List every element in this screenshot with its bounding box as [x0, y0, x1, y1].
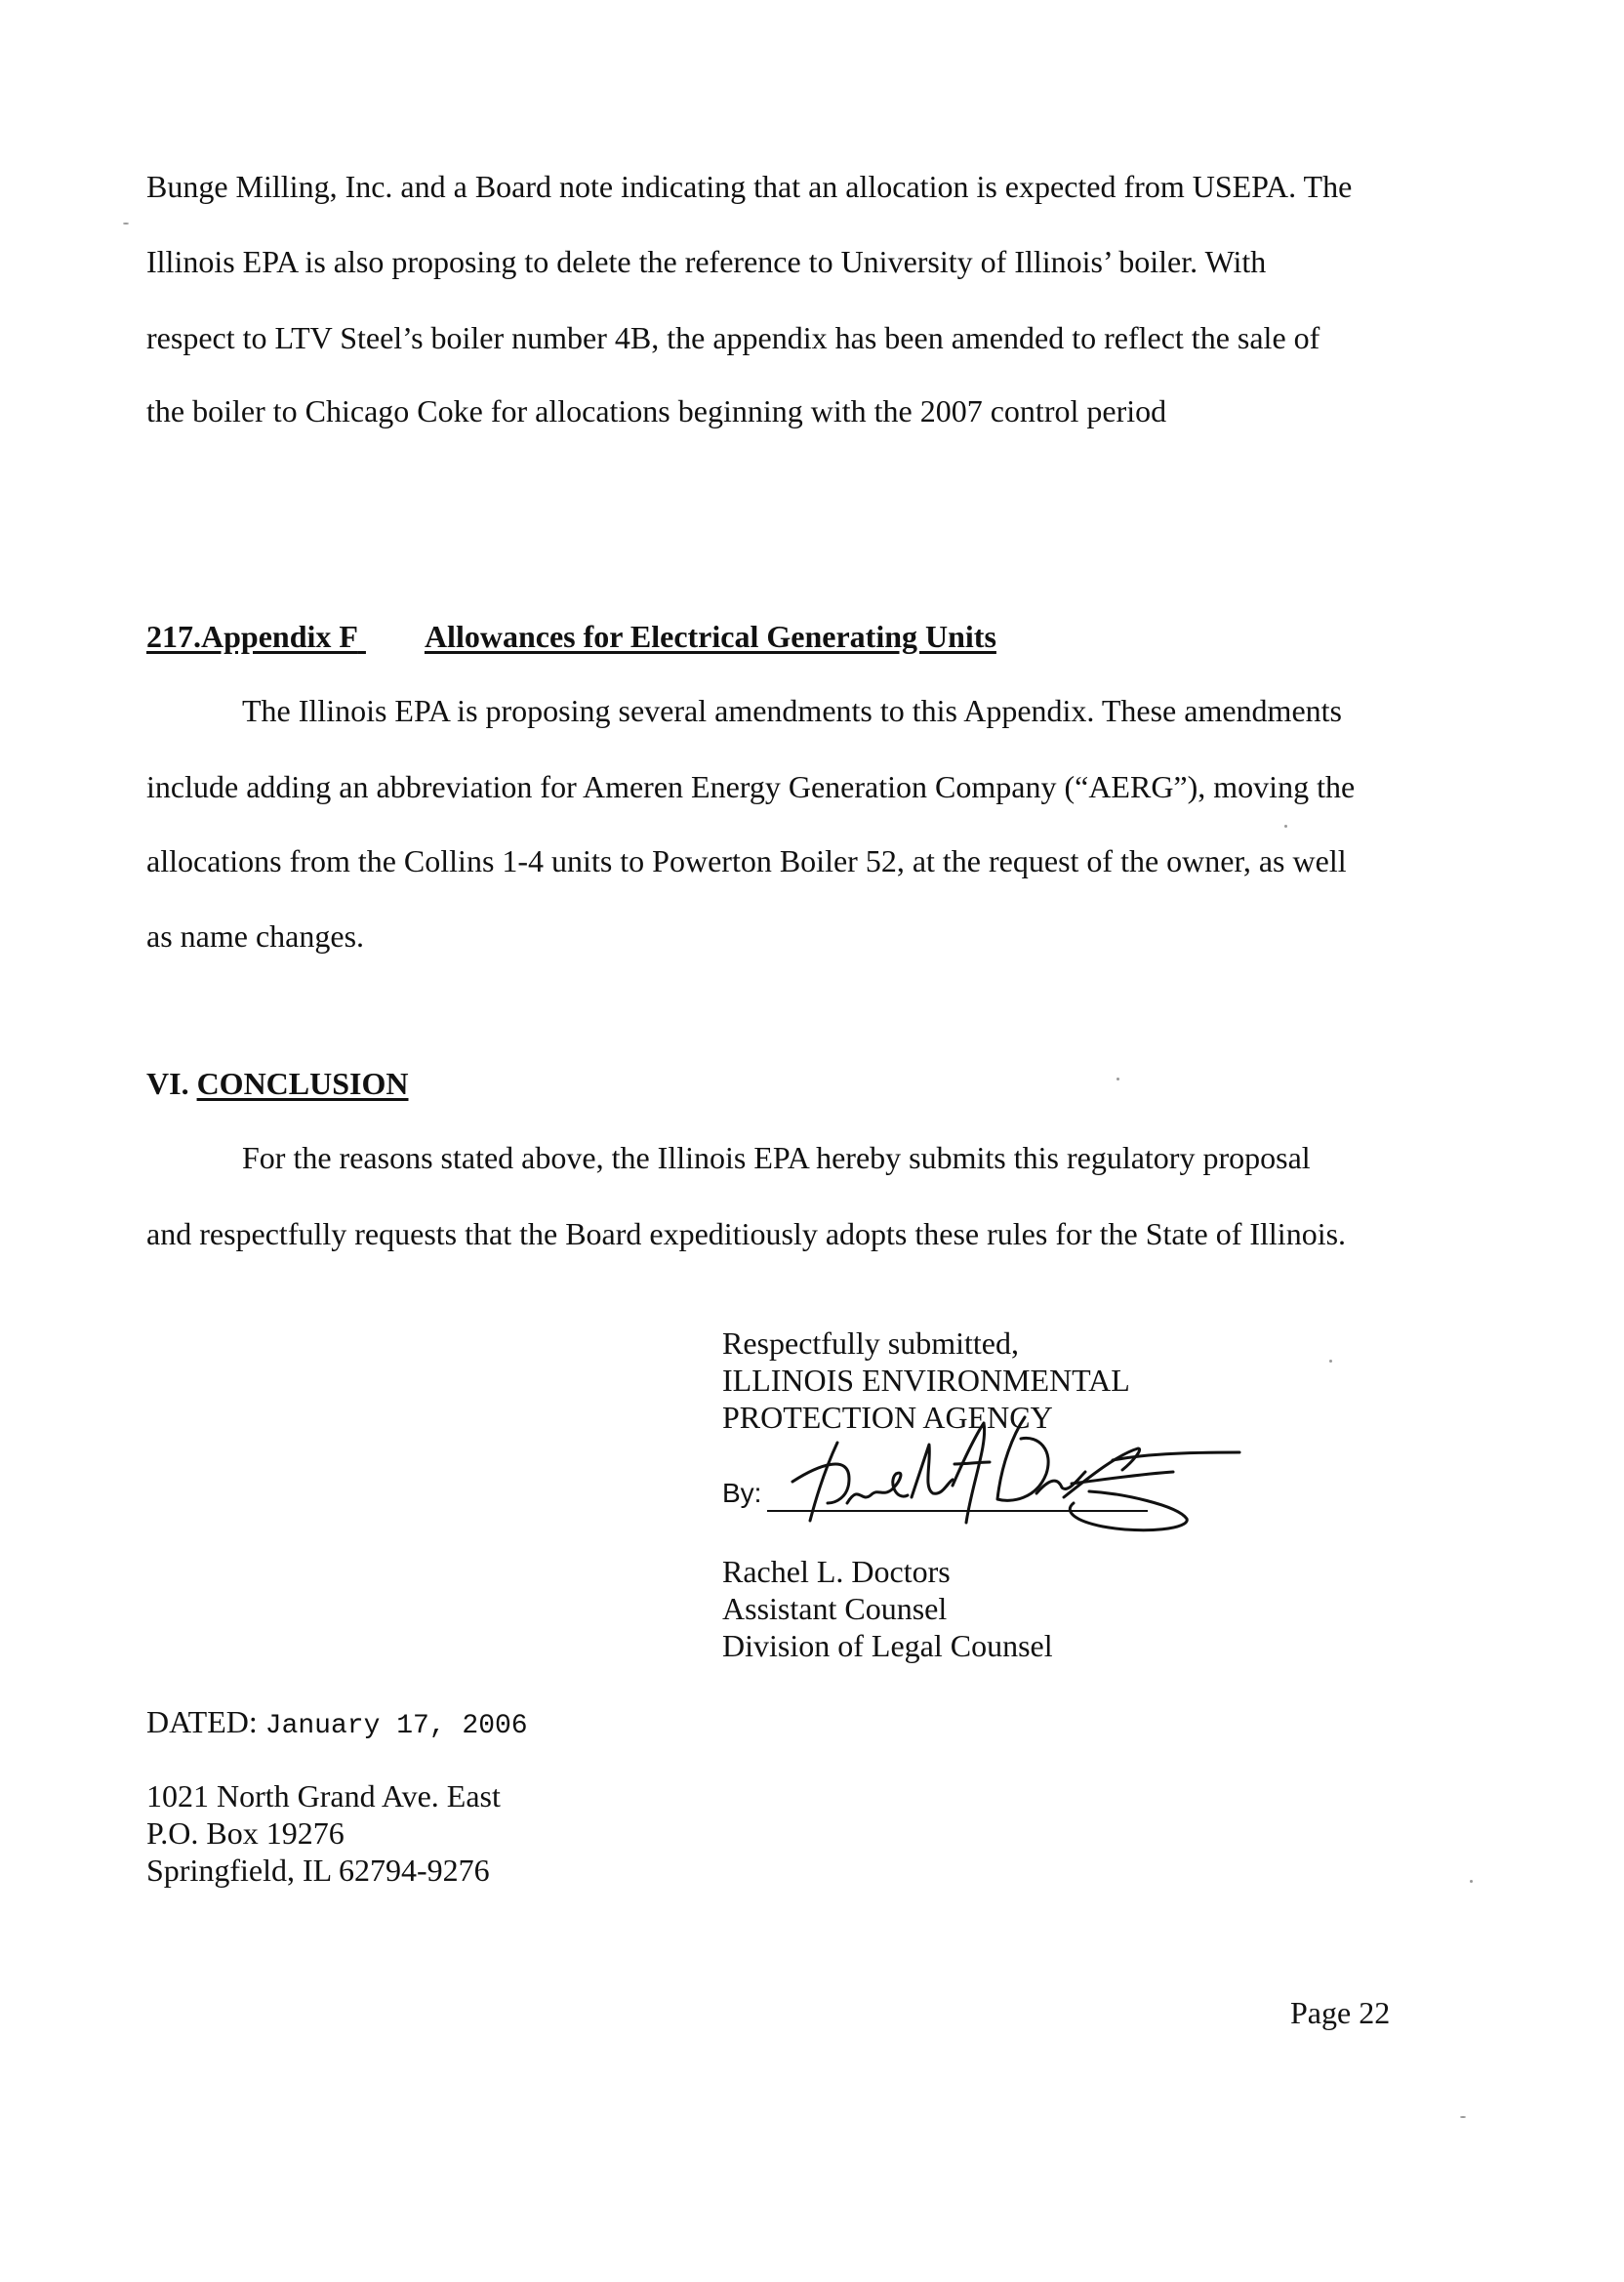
section-number: VI.	[146, 1066, 189, 1101]
address-line2: P.O. Box 19276	[146, 1815, 345, 1851]
scan-speck	[123, 223, 129, 224]
body-text-line: respect to LTV Steel’s boiler number 4B, the appendix has been amended to reflect the sale of	[146, 320, 1320, 355]
signer-role: Assistant Counsel	[722, 1591, 948, 1626]
body-text-line: For the reasons stated above, the Illinois EPA hereby submits this regulatory proposal	[242, 1140, 1311, 1175]
signature-agency-line1: ILLINOIS ENVIRONMENTAL	[722, 1363, 1130, 1398]
section-heading-conclusion	[146, 1068, 408, 1099]
signer-name: Rachel L. Doctors	[722, 1554, 951, 1589]
address-line3: Springfield, IL 62794-9276	[146, 1853, 490, 1888]
scan-speck	[1116, 1078, 1119, 1080]
body-text-line: allocations from the Collins 1-4 units to Powerton Boiler 52, at the request of the owner, as well	[146, 843, 1347, 878]
section-heading-appendix-f	[146, 621, 996, 652]
page-number: Page 22	[1290, 1995, 1391, 2030]
body-text-line: the boiler to Chicago Coke for allocations beginning with the 2007 control period	[146, 393, 1167, 428]
scan-speck	[1329, 1360, 1332, 1363]
signature-agency-line2: PROTECTION AGENCY	[722, 1400, 1053, 1435]
dated-value: January 17, 2006	[264, 1711, 528, 1741]
signature-by-label: By:	[722, 1478, 762, 1508]
body-text-line: include adding an abbreviation for Ameren Energy Generation Company (“AERG”), moving the	[146, 769, 1356, 804]
heading-gap	[358, 621, 425, 652]
dated-label: DATED:	[146, 1704, 258, 1739]
scan-speck	[1460, 2116, 1466, 2118]
scan-speck	[1284, 825, 1287, 828]
body-text-line: as name changes.	[146, 918, 365, 954]
body-text-line: Illinois EPA is also proposing to delete the reference to University of Illinois’ boiler. With	[146, 244, 1267, 279]
section-title: CONCLUSION	[196, 1066, 409, 1101]
signer-division: Division of Legal Counsel	[722, 1628, 1053, 1663]
signature-closing: Respectfully submitted,	[722, 1325, 1019, 1361]
dated-line	[146, 1706, 528, 1740]
body-text-line: and respectfully requests that the Board expeditiously adopts these rules for the State of Illinois.	[146, 1216, 1347, 1251]
section-title: Allowances for Electrical Generating Units	[424, 619, 996, 654]
scan-speck	[1470, 1880, 1473, 1883]
address-line1: 1021 North Grand Ave. East	[146, 1778, 501, 1813]
handwritten-signature	[781, 1406, 1269, 1542]
body-text-line: Bunge Milling, Inc. and a Board note indicating that an allocation is expected from USEPA. The	[146, 169, 1353, 204]
body-text-line: The Illinois EPA is proposing several amendments to this Appendix. These amendments	[242, 693, 1342, 728]
section-number: 217.Appendix F	[146, 619, 358, 654]
